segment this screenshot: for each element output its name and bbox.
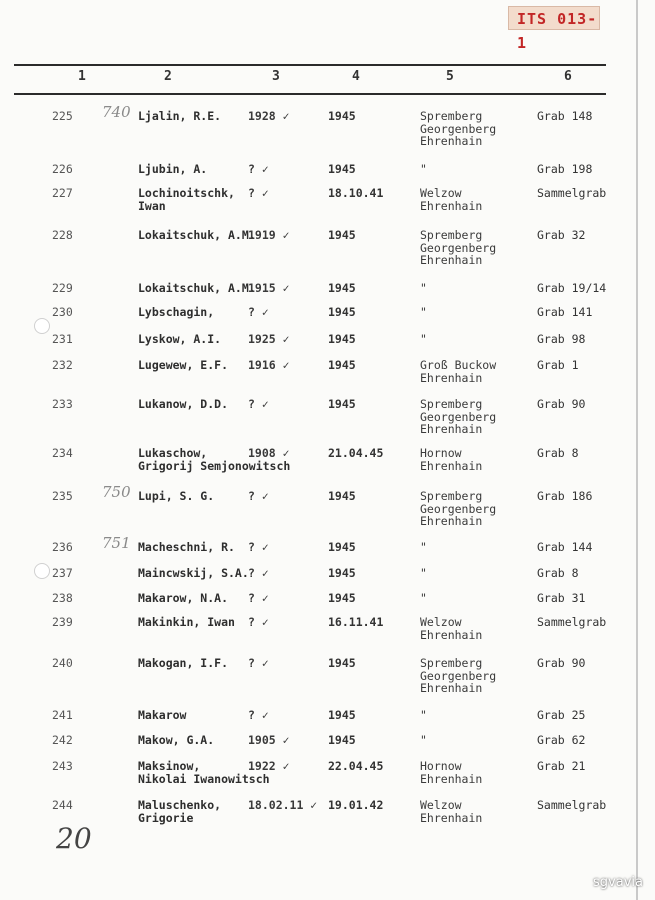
- person-name: Makogan, I.F.: [138, 656, 229, 670]
- burial-place: ": [420, 540, 427, 554]
- column-number-1: 1: [78, 69, 86, 84]
- person-name: Lokaitschuk, A.M.: [138, 281, 256, 295]
- death-date: 1945: [328, 540, 356, 554]
- person-name: Macheschni, R.: [138, 540, 235, 554]
- burial-place: Hornow Ehrenhain: [420, 759, 483, 786]
- row-number: 226: [52, 162, 73, 176]
- birth-year: 1919 ✓: [248, 228, 290, 242]
- grave-number: Grab 98: [537, 332, 586, 346]
- death-date: 1945: [328, 281, 356, 295]
- grave-number: Grab 144: [537, 540, 593, 554]
- row-number: 225: [52, 109, 73, 123]
- birth-year: ? ✓: [248, 566, 269, 580]
- burial-place: ": [420, 162, 427, 176]
- grave-number: Sammelgrab: [537, 186, 607, 200]
- person-name: Ljalin, R.E.: [138, 109, 222, 123]
- death-date: 1945: [328, 162, 356, 176]
- death-date: 1945: [328, 228, 356, 242]
- birth-year: ? ✓: [248, 615, 269, 629]
- person-name: Maincwskij, S.A.: [138, 566, 249, 580]
- row-number: 243: [52, 759, 73, 773]
- grave-number: Grab 148: [537, 109, 593, 123]
- person-name: Makarow: [138, 708, 187, 722]
- burial-place: ": [420, 281, 427, 295]
- grave-number: Sammelgrab: [537, 798, 607, 812]
- birth-year: 1908 ✓: [248, 446, 290, 460]
- burial-place: Spremberg Georgenberg Ehrenhain: [420, 489, 497, 528]
- burial-place: Welzow Ehrenhain: [420, 615, 483, 642]
- birth-year: 1915 ✓: [248, 281, 290, 295]
- burial-place: Hornow Ehrenhain: [420, 446, 483, 473]
- birth-year: 1928 ✓: [248, 109, 290, 123]
- row-number: 233: [52, 397, 73, 411]
- header-rule-top: [14, 64, 606, 66]
- row-number: 231: [52, 332, 73, 346]
- column-number-3: 3: [272, 69, 280, 84]
- grave-number: Grab 31: [537, 591, 586, 605]
- burial-place: Spremberg Georgenberg Ehrenhain: [420, 397, 497, 436]
- person-name: Makow, G.A.: [138, 733, 215, 747]
- handwritten-annotation: 740: [102, 103, 131, 121]
- burial-place: Spremberg Georgenberg Ehrenhain: [420, 656, 497, 695]
- person-name: Lybschagin,: [138, 305, 215, 319]
- grave-number: Grab 1: [537, 358, 579, 372]
- row-number: 240: [52, 656, 73, 670]
- person-name: Lupi, S. G.: [138, 489, 215, 503]
- birth-year: 1905 ✓: [248, 733, 290, 747]
- burial-place: ": [420, 591, 427, 605]
- burial-place: ": [420, 733, 427, 747]
- death-date: 1945: [328, 109, 356, 123]
- death-date: 1945: [328, 397, 356, 411]
- handwritten-annotation: 750: [102, 483, 131, 501]
- death-date: 1945: [328, 708, 356, 722]
- birth-year: ? ✓: [248, 186, 269, 200]
- grave-number: Grab 8: [537, 446, 579, 460]
- person-name: Lochinoitschk, Iwan: [138, 186, 235, 213]
- death-date: 1945: [328, 591, 356, 605]
- page-number: 20: [56, 822, 92, 855]
- header-rule-bottom: [14, 93, 606, 95]
- burial-place: Welzow Ehrenhain: [420, 798, 483, 825]
- birth-year: ? ✓: [248, 591, 269, 605]
- person-name: Makarow, N.A.: [138, 591, 229, 605]
- death-date: 1945: [328, 305, 356, 319]
- grave-number: Grab 19/14: [537, 281, 607, 295]
- birth-year: ? ✓: [248, 489, 269, 503]
- burial-place: Groß Buckow Ehrenhain: [420, 358, 497, 385]
- page-edge: [636, 0, 638, 900]
- person-name: Maksinow, Nikolai Iwanowitsch: [138, 759, 270, 786]
- birth-year: ? ✓: [248, 540, 269, 554]
- row-number: 228: [52, 228, 73, 242]
- watermark: sgvavia: [593, 875, 643, 890]
- grave-number: Grab 8: [537, 566, 579, 580]
- birth-year: ? ✓: [248, 162, 269, 176]
- row-number: 232: [52, 358, 73, 372]
- punch-hole: [34, 563, 50, 579]
- burial-place: Spremberg Georgenberg Ehrenhain: [420, 228, 497, 267]
- grave-number: Grab 141: [537, 305, 593, 319]
- grave-number: Grab 32: [537, 228, 586, 242]
- death-date: 16.11.41: [328, 615, 384, 629]
- death-date: 1945: [328, 332, 356, 346]
- death-date: 19.01.42: [328, 798, 384, 812]
- person-name: Lukanow, D.D.: [138, 397, 229, 411]
- column-number-4: 4: [352, 69, 360, 84]
- death-date: 1945: [328, 358, 356, 372]
- person-name: Makinkin, Iwan: [138, 615, 235, 629]
- row-number: 234: [52, 446, 73, 460]
- death-date: 22.04.45: [328, 759, 384, 773]
- row-number: 227: [52, 186, 73, 200]
- punch-hole: [34, 318, 50, 334]
- column-number-2: 2: [164, 69, 172, 84]
- row-number: 242: [52, 733, 73, 747]
- birth-year: 18.02.11 ✓: [248, 798, 318, 812]
- column-number-5: 5: [446, 69, 454, 84]
- grave-number: Grab 21: [537, 759, 586, 773]
- birth-year: ? ✓: [248, 708, 269, 722]
- grave-number: Grab 198: [537, 162, 593, 176]
- person-name: Lugewew, E.F.: [138, 358, 229, 372]
- death-date: 18.10.41: [328, 186, 384, 200]
- row-number: 239: [52, 615, 73, 629]
- grave-number: Grab 90: [537, 397, 586, 411]
- person-name: Lokaitschuk, A.M.: [138, 228, 256, 242]
- death-date: 1945: [328, 566, 356, 580]
- birth-year: 1916 ✓: [248, 358, 290, 372]
- person-name: Lukaschow, Grigorij Semjonowitsch: [138, 446, 291, 473]
- grave-number: Grab 90: [537, 656, 586, 670]
- birth-year: 1925 ✓: [248, 332, 290, 346]
- row-number: 230: [52, 305, 73, 319]
- burial-place: ": [420, 332, 427, 346]
- person-name: Ljubin, A.: [138, 162, 208, 176]
- row-number: 237: [52, 566, 73, 580]
- birth-year: ? ✓: [248, 656, 269, 670]
- reference-label: ITS 013-1: [508, 6, 600, 30]
- death-date: 1945: [328, 733, 356, 747]
- person-name: Lyskow, A.I.: [138, 332, 222, 346]
- burial-place: Welzow Ehrenhain: [420, 186, 483, 213]
- birth-year: ? ✓: [248, 397, 269, 411]
- person-name: Maluschenko, Grigorie: [138, 798, 222, 825]
- row-number: 229: [52, 281, 73, 295]
- birth-year: ? ✓: [248, 305, 269, 319]
- burial-place: ": [420, 708, 427, 722]
- row-number: 241: [52, 708, 73, 722]
- death-date: 1945: [328, 489, 356, 503]
- burial-place: Spremberg Georgenberg Ehrenhain: [420, 109, 497, 148]
- grave-number: Grab 186: [537, 489, 593, 503]
- row-number: 238: [52, 591, 73, 605]
- death-date: 1945: [328, 656, 356, 670]
- handwritten-annotation: 751: [102, 534, 131, 552]
- row-number: 235: [52, 489, 73, 503]
- birth-year: 1922 ✓: [248, 759, 290, 773]
- death-date: 21.04.45: [328, 446, 384, 460]
- row-number: 236: [52, 540, 73, 554]
- burial-place: ": [420, 566, 427, 580]
- grave-number: Sammelgrab: [537, 615, 607, 629]
- column-number-6: 6: [564, 69, 572, 84]
- grave-number: Grab 62: [537, 733, 586, 747]
- row-number: 244: [52, 798, 73, 812]
- burial-place: ": [420, 305, 427, 319]
- grave-number: Grab 25: [537, 708, 586, 722]
